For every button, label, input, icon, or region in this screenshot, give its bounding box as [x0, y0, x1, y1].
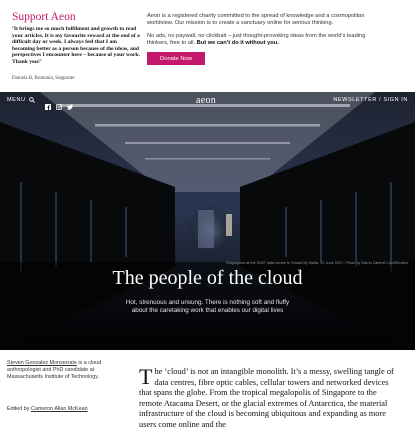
mission-text-2-bold: But we can’t do it without you.: [196, 40, 279, 47]
mission-text-2-plain: No ads, no paywall, no clickbait – just thought-provoking ideas from the world’s leading thinkers, free to all.: [147, 33, 366, 47]
edited-by: [7, 406, 88, 412]
donation-banner: [0, 0, 415, 92]
supporter-quote: ‘It brings me so much fulfilment and growth to read your articles. It is my favourite reward at the end of a difficult day or week. I always feel that I am becoming better as a person because of the ideas, and perspectives I encounter here – because of your work. Thank you!’: [12, 26, 140, 65]
search-icon[interactable]: [29, 97, 35, 103]
article-body: [139, 364, 395, 430]
aeon-logo[interactable]: aeon: [196, 95, 217, 106]
edited-by-label: Edited by: [7, 406, 31, 412]
quote-attribution: Daniela B, Romania, Supporter: [12, 76, 75, 81]
article-subtitle: Hot, strenuous and unsung. There is nothing soft and fluffy about the caretaking work that enables our digital lives: [125, 299, 290, 315]
newsletter-signin-link[interactable]: NEWSLETTER / SIGN IN: [333, 97, 408, 103]
mission-text-2: [147, 33, 382, 47]
author-bio-text: is a cloud anthropologist and PhD candidate at Massachusetts Institute of Technology.: [7, 360, 102, 380]
menu-label: MENU: [7, 97, 26, 103]
facebook-icon[interactable]: [45, 97, 51, 103]
author-bio: [7, 360, 112, 381]
social-links: [45, 97, 73, 103]
photo-caption: Employees at the DMIT data centre in SmartCity Malta, 22 June 2017. Photo by Darrin Zammit Lupi/Reuters: [226, 261, 408, 265]
instagram-icon[interactable]: [56, 97, 62, 103]
author-link[interactable]: Steven Gonzalez Monserrate: [7, 360, 77, 366]
article-title: The people of the cloud: [112, 267, 303, 289]
article-paragraph: he ‘cloud’ is not an intangible monolith. It’s a messy, swelling tangle of data centres, fibre optic cables, cellular towers and networked devices that spans the globe. From the tropical megalopolis of Singapore to the remote Atacama Desert, or the glacial extremes of Antarctica, the material infrastructure of the cloud is becoming ubiquitous and expanding as more users come online and the: [139, 367, 394, 429]
donate-button[interactable]: Donate Now: [147, 52, 205, 65]
mission-text: Aeon is a registered charity committed to the spread of knowledge and a cosmopolitan worldview. Our mission is to create a sanctuary online for serious thinking.: [147, 13, 365, 27]
twitter-icon[interactable]: [67, 97, 73, 103]
menu-button[interactable]: [7, 97, 35, 103]
support-title: Support Aeon: [12, 11, 76, 23]
editor-link[interactable]: Cameron Allan McKean: [30, 406, 88, 412]
hero-section: [0, 92, 415, 350]
drop-cap: T: [139, 364, 153, 389]
